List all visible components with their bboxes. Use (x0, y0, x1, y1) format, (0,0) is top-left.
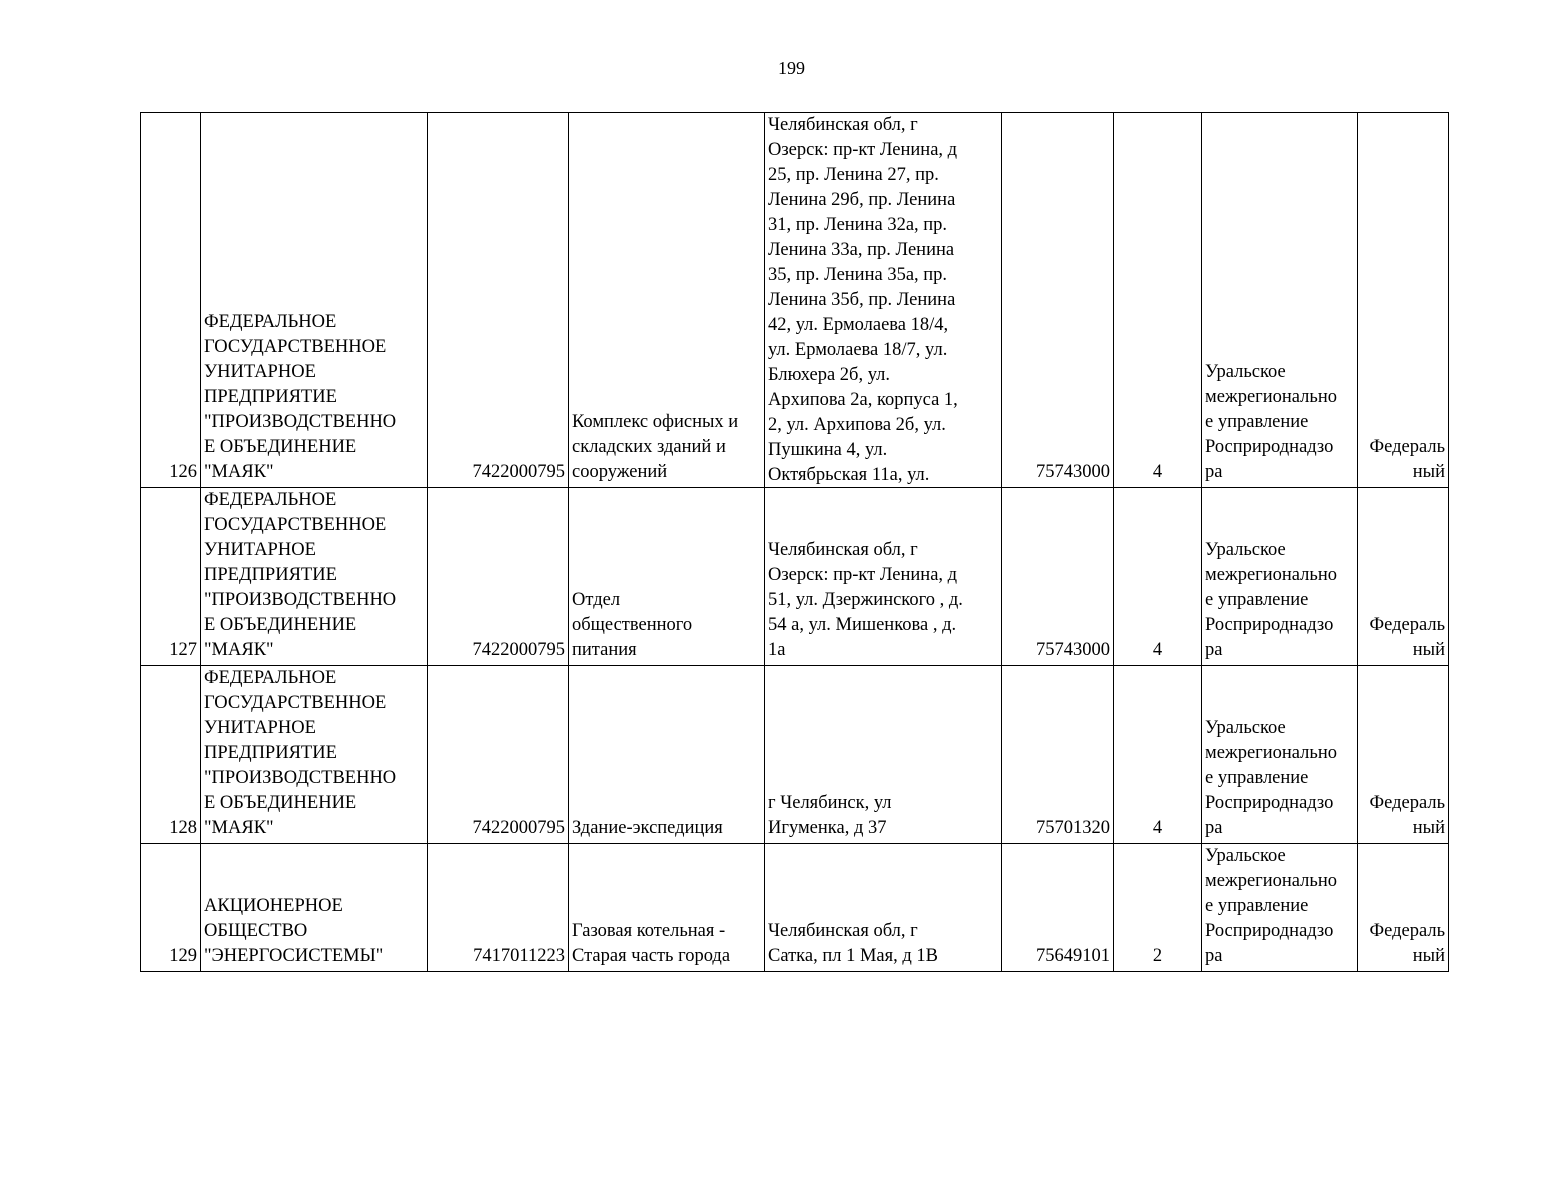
organization-name: АКЦИОНЕРНОЕ ОБЩЕСТВО "ЭНЕРГОСИСТЕМЫ" (201, 844, 428, 972)
object-address (765, 113, 1002, 488)
supervisory-authority: Уральское межрегионально е управление Росприроднадзо ра (1202, 844, 1358, 972)
supervision-level: Федераль ный (1358, 113, 1449, 488)
supervision-level: Федераль ный (1358, 666, 1449, 844)
object-name: Газовая котельная - Старая часть города (569, 844, 765, 972)
inn-value: 7422000795 (428, 113, 569, 488)
supervision-level: Федераль ный (1358, 488, 1449, 666)
category-value: 4 (1114, 666, 1202, 844)
registry-table (140, 112, 1449, 972)
oktmo-code: 75743000 (1002, 488, 1114, 666)
row-number: 127 (141, 488, 201, 666)
object-name: Комплекс офисных и складских зданий и сооружений (569, 113, 765, 488)
row-number: 126 (141, 113, 201, 488)
inn-value: 7417011223 (428, 844, 569, 972)
organization-name: ФЕДЕРАЛЬНОЕ ГОСУДАРСТВЕННОЕ УНИТАРНОЕ ПРЕДПРИЯТИЕ "ПРОИЗВОДСТВЕННО Е ОБЪЕДИНЕНИЕ "МАЯК" (201, 488, 428, 666)
table-row (141, 488, 1449, 666)
oktmo-code: 75649101 (1002, 844, 1114, 972)
object-address: Челябинская обл, г Сатка, пл 1 Мая, д 1В (765, 844, 1002, 972)
supervisory-authority: Уральское межрегионально е управление Росприроднадзо ра (1202, 488, 1358, 666)
page-number: 199 (778, 58, 805, 78)
supervisory-authority: Уральское межрегионально е управление Росприроднадзо ра (1202, 666, 1358, 844)
table-row (141, 113, 1449, 488)
object-address: Челябинская обл, г Озерск: пр-кт Ленина, д 51, ул. Дзержинского , д. 54 а, ул. Мишенкова , д. 1а (765, 488, 1002, 666)
oktmo-code: 75701320 (1002, 666, 1114, 844)
object-address: г Челябинск, ул Игуменка, д 37 (765, 666, 1002, 844)
object-name: Отдел общественного питания (569, 488, 765, 666)
category-value: 4 (1114, 488, 1202, 666)
supervisory-authority: Уральское межрегионально е управление Росприроднадзо ра (1202, 113, 1358, 488)
supervision-level: Федераль ный (1358, 844, 1449, 972)
object-address-text: Челябинская обл, г Озерск: пр-кт Ленина, д 25, пр. Ленина 27, пр. Ленина 29б, пр. Ленина 31, пр. Ленина 32а, пр. Ленина 33а, пр. Ленина 35, пр. Ленина 35а, пр. Ленина 35б, пр. Ленина 42, ул. Ермолаева 18/4, ул. Ермолаева 18/7, ул. Блюхера 2б, ул. Архипова 2а, корпуса 1, 2, ул. Архипова 2б, ул. Пушкина 4, ул. Октябрьская 11а, ул. (768, 115, 958, 485)
inn-value: 7422000795 (428, 488, 569, 666)
row-number: 129 (141, 844, 201, 972)
organization-name: ФЕДЕРАЛЬНОЕ ГОСУДАРСТВЕННОЕ УНИТАРНОЕ ПРЕДПРИЯТИЕ "ПРОИЗВОДСТВЕННО Е ОБЪЕДИНЕНИЕ "МАЯК" (201, 666, 428, 844)
table-row (141, 666, 1449, 844)
organization-name: ФЕДЕРАЛЬНОЕ ГОСУДАРСТВЕННОЕ УНИТАРНОЕ ПРЕДПРИЯТИЕ "ПРОИЗВОДСТВЕННО Е ОБЪЕДИНЕНИЕ "МАЯК" (201, 113, 428, 488)
inn-value: 7422000795 (428, 666, 569, 844)
oktmo-code: 75743000 (1002, 113, 1114, 488)
table-row (141, 844, 1449, 972)
object-name: Здание-экспедиция (569, 666, 765, 844)
category-value: 4 (1114, 113, 1202, 488)
row-number: 128 (141, 666, 201, 844)
category-value: 2 (1114, 844, 1202, 972)
